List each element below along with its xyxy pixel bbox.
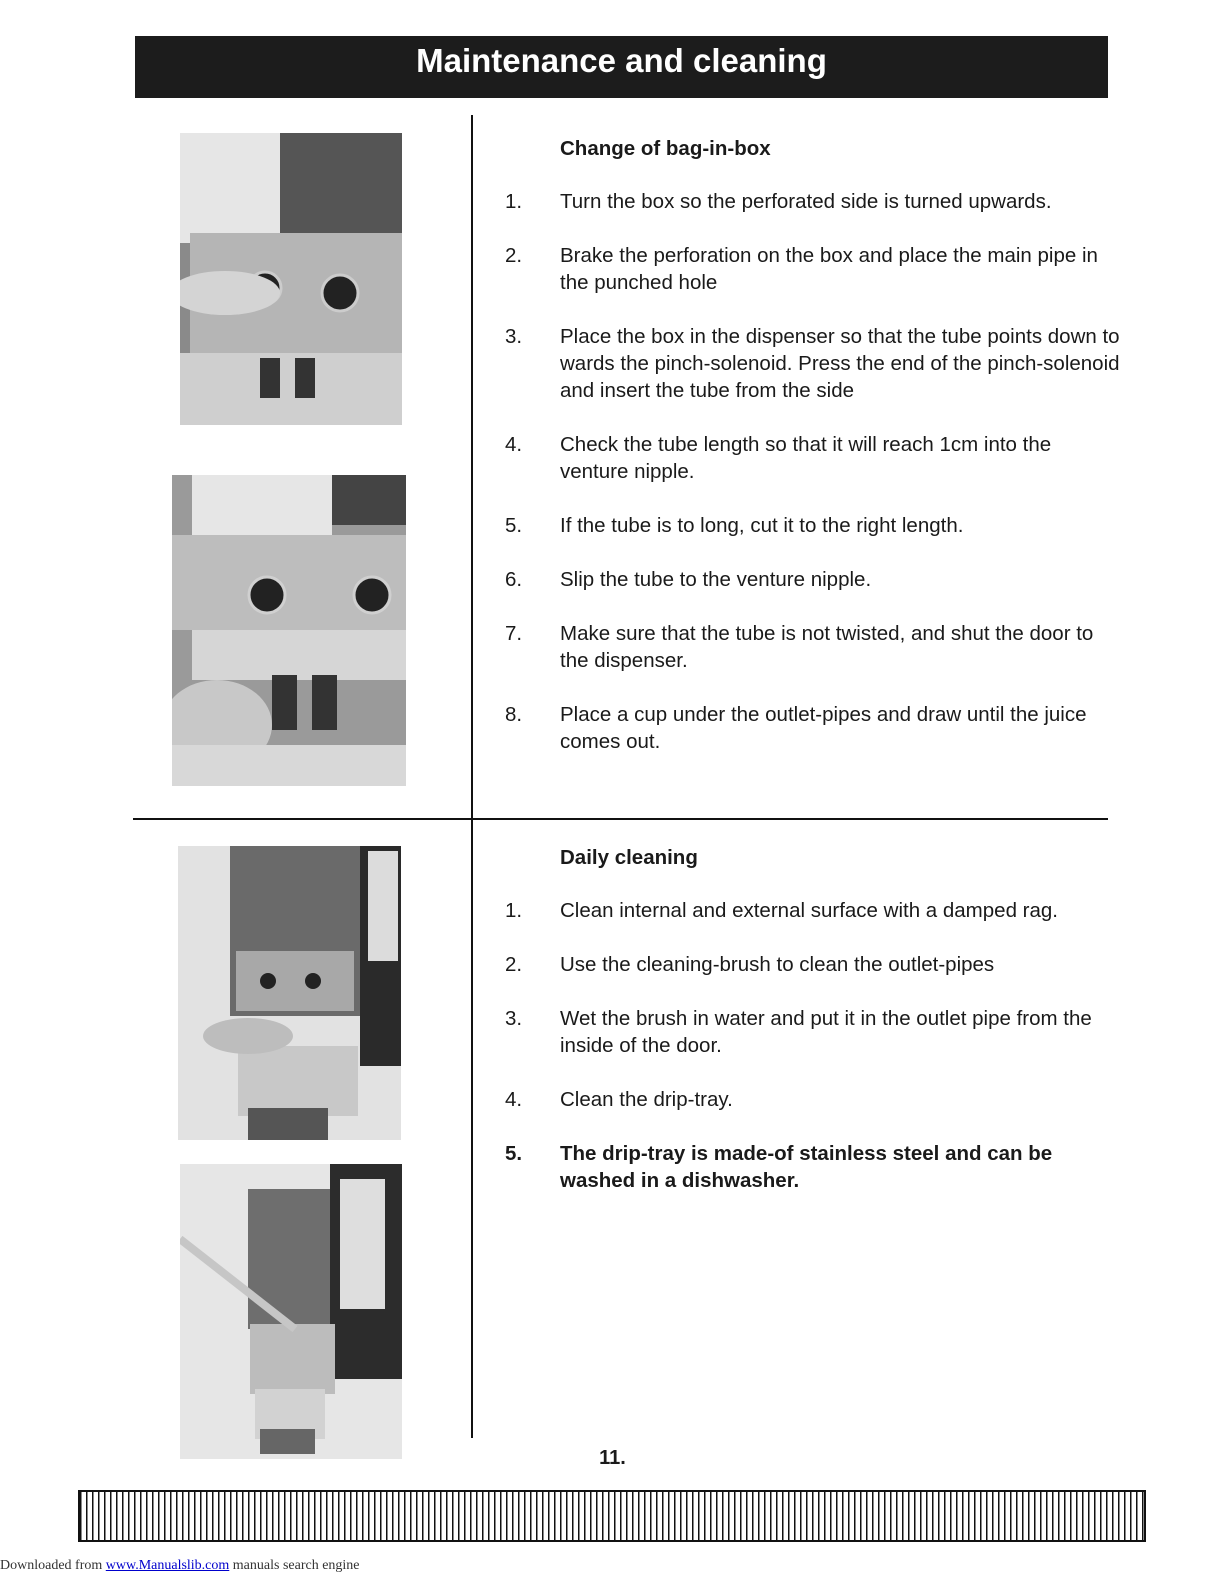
photo-brushing-outlet: [178, 846, 401, 1140]
column-divider: [471, 115, 473, 1438]
step-number: 6.: [505, 568, 523, 591]
steps-list: [505, 897, 1125, 1194]
step-number: 5.: [505, 514, 523, 537]
list-item: [505, 620, 1125, 674]
step-text: Turn the box so the perforated side is turned upwards.: [560, 190, 1052, 213]
section-divider: [133, 818, 1108, 820]
section-heading: Change of bag-in-box: [560, 137, 771, 160]
footer: [0, 1558, 360, 1574]
step-text: Check the tube length so that it will reach 1cm into the venture nipple.: [560, 433, 1052, 483]
step-text: Place a cup under the outlet-pipes and draw until the juice comes out.: [560, 703, 1087, 753]
steps-list: [505, 188, 1125, 755]
step-number: 2.: [505, 244, 523, 267]
step-text: Place the box in the dispenser so that the tube points down to wards the pinch-solenoid. Press the end of the pinch-solenoid and insert the tube from the side: [560, 325, 1120, 402]
step-text: Wet the brush in water and put it in the outlet pipe from the inside of the door.: [560, 1007, 1092, 1057]
page-title-bar: [135, 36, 1108, 98]
page-title: Maintenance and cleaning: [416, 42, 827, 79]
step-text: Slip the tube to the venture nipple.: [560, 568, 872, 591]
step-number: 3.: [505, 1007, 523, 1030]
barcode-strip: [78, 1490, 1146, 1542]
step-number: 3.: [505, 325, 523, 348]
list-item: [505, 323, 1125, 404]
step-text: If the tube is to long, cut it to the right length.: [560, 514, 964, 537]
list-item: [505, 188, 1125, 215]
step-text: Make sure that the tube is not twisted, and shut the door to the dispenser.: [560, 622, 1094, 672]
list-item: [505, 512, 1125, 539]
step-text: Brake the perforation on the box and place the main pipe in the punched hole: [560, 244, 1098, 294]
step-number: 4.: [505, 433, 523, 456]
step-number: 5.: [505, 1142, 523, 1165]
list-item: [505, 1005, 1125, 1059]
step-text: Clean the drip-tray.: [560, 1088, 733, 1111]
list-item: [505, 1086, 1125, 1113]
section-change-bag-in-box: [505, 137, 1125, 755]
section-heading: Daily cleaning: [560, 846, 698, 869]
list-item: [505, 897, 1125, 924]
step-text: Clean internal and external surface with a damped rag.: [560, 899, 1058, 922]
step-text: The drip-tray is made-of stainless steel and can be washed in a dishwasher.: [560, 1142, 1053, 1192]
photo-tube-insertion: [172, 475, 406, 786]
step-number: 1.: [505, 190, 523, 213]
list-item: [505, 951, 1125, 978]
step-number: 1.: [505, 899, 523, 922]
photo-bag-connection: [180, 133, 402, 425]
step-text: Use the cleaning-brush to clean the outlet-pipes: [560, 953, 995, 976]
photo-open-dispenser: [180, 1164, 402, 1459]
step-number: 8.: [505, 703, 523, 726]
section-daily-cleaning: [505, 846, 1125, 1194]
manualslib-link[interactable]: www.Manualslib.com: [105, 1558, 230, 1573]
page-number: 11.: [599, 1447, 626, 1469]
list-item: [505, 566, 1125, 593]
step-number: 2.: [505, 953, 523, 976]
list-item: [505, 1140, 1125, 1194]
list-item: [505, 701, 1125, 755]
footer-prefix: Downloaded from: [0, 1558, 106, 1573]
list-item: [505, 431, 1125, 485]
list-item: [505, 242, 1125, 296]
step-number: 7.: [505, 622, 523, 645]
footer-suffix: manuals search engine: [229, 1558, 360, 1573]
step-number: 4.: [505, 1088, 523, 1111]
